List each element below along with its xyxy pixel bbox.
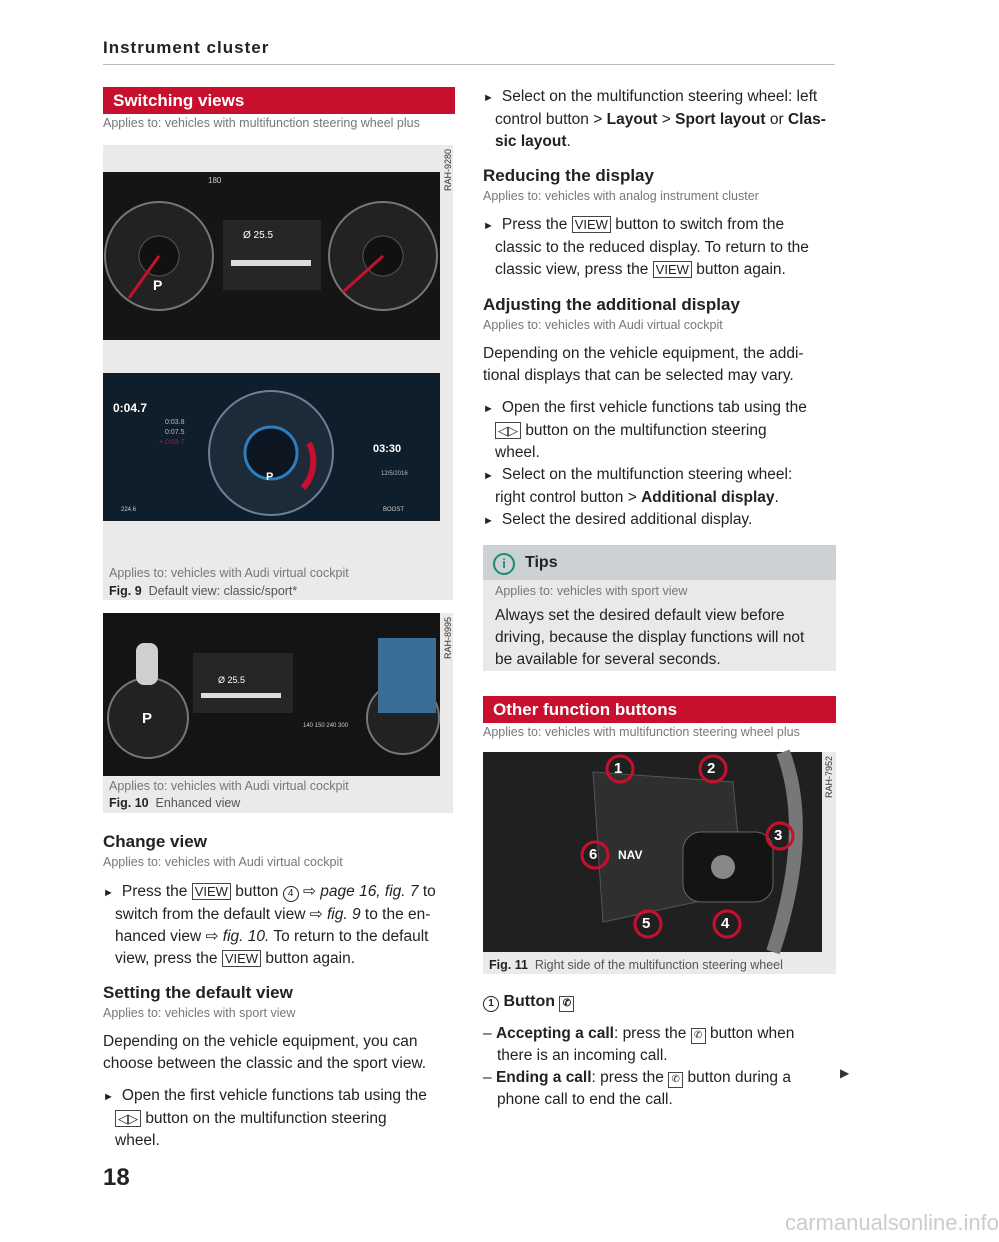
callout-6: 6 — [589, 846, 598, 863]
applies-tips: Applies to: vehicles with sport view — [495, 584, 688, 598]
section-title-other: Other function buttons — [483, 696, 836, 723]
sport-lap-time: 0:04.7 — [113, 401, 148, 415]
sport-view-image — [103, 373, 440, 521]
info-icon: i — [493, 553, 515, 575]
caption-fig11: Fig. 11 Right side of the multifunction steering wheel — [489, 958, 783, 972]
classic-top-value: 180 — [208, 176, 222, 185]
callout-5: 5 — [642, 915, 651, 932]
callout-4: 4 — [721, 915, 730, 932]
classic-gear: P — [153, 277, 163, 293]
rah-label-fig10: RAH-8995 — [443, 617, 453, 660]
reducing-step: ► Press the VIEW button to switch from the classic to the reduced display. To return to the classic view, press the VIEW button again. — [483, 216, 809, 278]
page-number: 18 — [103, 1164, 130, 1191]
nav-label: NAV — [618, 848, 643, 862]
rah-label-fig11: RAH-7952 — [824, 756, 834, 799]
figure-11 — [483, 752, 836, 974]
sport-lap-1: 0:03.8 — [165, 419, 185, 426]
select-layout-step: ► Select on the multifunction steering wheel: left control button > Layout > Sport layout or Clas- sic layout. — [483, 88, 826, 150]
applies-fig10: Applies to: vehicles with Audi virtual cockpit — [109, 779, 349, 793]
page-header: Instrument cluster — [103, 38, 270, 57]
sport-clock: 03:30 — [373, 443, 402, 455]
figure-10 — [103, 613, 453, 813]
continue-arrow-icon: ▶ — [840, 1066, 850, 1080]
section-title-switching: Switching views — [103, 87, 455, 114]
caption-fig10: Fig. 10 Enhanced view — [109, 796, 241, 810]
phone-icon: ✆ — [691, 1028, 706, 1044]
heading-setting-default: Setting the default view — [103, 983, 293, 1002]
sport-boost: BOOST — [383, 507, 405, 513]
enhanced-center-value: Ø 25.5 — [218, 675, 246, 685]
sport-date: 12/5/2016 — [381, 471, 408, 477]
heading-adjusting: Adjusting the additional display — [483, 295, 740, 314]
applies-reducing: Applies to: vehicles with analog instrument cluster — [483, 189, 759, 203]
applies-fig9: Applies to: vehicles with Audi virtual cockpit — [109, 566, 349, 580]
callout-2: 2 — [707, 760, 716, 777]
phone-icon: ✆ — [559, 996, 574, 1012]
applies-switching: Applies to: vehicles with multifunction steering wheel plus — [103, 116, 420, 130]
sport-gear: P — [266, 471, 274, 483]
enhanced-view-image — [103, 613, 440, 776]
enhanced-bottom: 140 150 240 300 — [303, 723, 349, 729]
callout-3: 3 — [774, 827, 783, 844]
caption-fig9: Fig. 9 Default view: classic/sport* — [109, 584, 298, 598]
adjusting-text: Depending on the vehicle equipment, the addi- tional displays that can be selected may vary. ► Open the first vehicle functions tab using the ◁▷ button on the multifunction steering wheel. ► Select on the multifunction steering wheel: right control button > Additional display. ► Select the desired additional display. — [483, 345, 807, 528]
heading-button-1: 1 Button ✆ — [483, 993, 574, 1012]
watermark: carmanualsonline.info — [785, 1210, 999, 1235]
applies-setting-default: Applies to: vehicles with sport view — [103, 1006, 296, 1020]
tips-box — [483, 545, 836, 671]
button-1-text: – Accepting a call: press the ✆ button when there is an incoming call. – Ending a call: press the ✆ button during a phone call to end the call. — [483, 1025, 795, 1108]
tips-text: Always set the desired default view before driving, because the display functions will not be available for several seconds. — [495, 607, 805, 668]
applies-other: Applies to: vehicles with multifunction steering wheel plus — [483, 725, 800, 739]
applies-adjusting: Applies to: vehicles with Audi virtual cockpit — [483, 318, 723, 332]
change-view-step: ► Press the VIEW button 4 ⇨ page 16, fig. 7 to switch from the default view ⇨ fig. 9 to the en- hanced view ⇨ fig. 10. To return to the default view, press the VIEW button again. — [103, 883, 436, 967]
tips-title: Tips — [525, 554, 558, 571]
header-rule — [103, 64, 835, 65]
sport-lap-2: 0:07.5 — [165, 429, 185, 436]
tips-header — [483, 545, 836, 580]
heading-reducing: Reducing the display — [483, 166, 654, 185]
callout-1: 1 — [614, 760, 623, 777]
heading-change-view: Change view — [103, 832, 207, 851]
rah-label-fig9: RAH-9280 — [443, 149, 453, 192]
phone-icon: ✆ — [668, 1072, 683, 1088]
applies-change-view: Applies to: vehicles with Audi virtual cockpit — [103, 855, 343, 869]
enhanced-gear: P — [142, 710, 153, 727]
classic-center-value: Ø 25.5 — [243, 230, 274, 241]
steering-wheel-image — [483, 752, 822, 952]
sport-bottom-left: 224.6 — [121, 507, 137, 513]
figure-9 — [103, 145, 453, 600]
setting-default-text: Depending on the vehicle equipment, you can choose between the classic and the sport view. ► Open the first vehicle functions tab using the ◁▷ button on the multifunction steering wheel. — [103, 1033, 427, 1149]
classic-view-image — [103, 172, 440, 340]
sport-lap-3: + 0:03.7 — [159, 439, 185, 446]
